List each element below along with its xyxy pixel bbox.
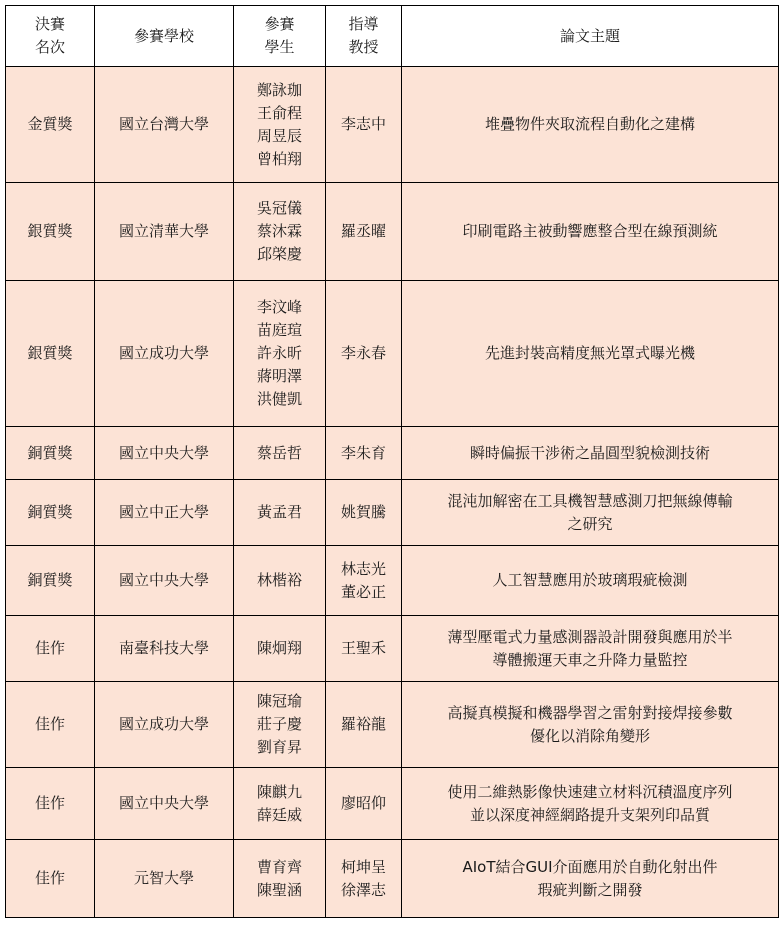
student-name: 王俞程 xyxy=(256,103,302,122)
topic-cell xyxy=(402,682,779,768)
school-cell: 國立中央大學 xyxy=(95,546,234,616)
topic-line: 瞬時偏振干涉術之晶圓型貌檢測技術 xyxy=(469,443,710,462)
advisor-name: 李志中 xyxy=(340,115,386,133)
table-row xyxy=(6,480,779,546)
students-cell xyxy=(234,616,326,682)
table-row xyxy=(6,67,779,183)
student-name: 曹育齊 xyxy=(256,857,302,876)
topic-cell xyxy=(402,427,779,480)
topic-line: 並以深度神經網路提升支架列印品質 xyxy=(469,805,710,824)
advisor-name: 李永春 xyxy=(340,344,386,362)
rank-cell: 佳作 xyxy=(6,840,95,918)
school-cell: 國立台灣大學 xyxy=(95,67,234,183)
topic-line: 瑕疵判斷之開發 xyxy=(537,880,643,899)
topic-line: 混沌加解密在工具機智慧感測刀把無線傳輸 xyxy=(447,491,733,510)
topic-cell xyxy=(402,616,779,682)
header-school: 參賽學校 xyxy=(95,6,234,67)
table-row xyxy=(6,546,779,616)
student-name: 陳冠瑜 xyxy=(256,692,302,710)
rank-cell: 佳作 xyxy=(6,682,95,768)
topic-line: 先進封裝高精度無光罩式曝光機 xyxy=(484,344,695,362)
student-name: 許永昕 xyxy=(256,344,302,362)
student-name: 李汶峰 xyxy=(256,298,302,316)
table-row xyxy=(6,183,779,281)
school-cell: 元智大學 xyxy=(95,840,234,918)
advisor-cell xyxy=(326,281,402,427)
rank-cell: 銅質獎 xyxy=(6,427,95,480)
rank-cell: 銅質獎 xyxy=(6,546,95,616)
topic-line: 堆疊物件夾取流程自動化之建構 xyxy=(484,115,695,133)
advisor-name: 董必正 xyxy=(340,582,386,601)
table-row xyxy=(6,281,779,427)
student-name: 洪健凱 xyxy=(256,390,302,408)
advisor-name: 林志光 xyxy=(340,559,386,578)
advisor-cell xyxy=(326,616,402,682)
school-cell: 國立中央大學 xyxy=(95,427,234,480)
students-cell xyxy=(234,546,326,616)
student-name: 黃孟君 xyxy=(256,503,302,521)
student-name: 蔡沐霖 xyxy=(256,222,302,240)
students-cell xyxy=(234,682,326,768)
advisor-name: 李朱育 xyxy=(340,443,386,462)
advisor-name: 姚賀騰 xyxy=(340,503,386,521)
topic-line: 使用二維熱影像快速建立材料沉積溫度序列 xyxy=(447,782,733,801)
header-students: 參賽 學生 xyxy=(234,6,326,67)
topic-cell xyxy=(402,768,779,840)
student-name: 陳麒九 xyxy=(256,782,302,801)
topic-line: 優化以消除角變形 xyxy=(529,726,650,745)
table-row xyxy=(6,840,779,918)
rank-cell: 銀質獎 xyxy=(6,183,95,281)
advisor-name: 羅丞曜 xyxy=(340,222,386,240)
table-row xyxy=(6,427,779,480)
advisor-cell xyxy=(326,546,402,616)
topic-cell xyxy=(402,67,779,183)
rank-cell: 佳作 xyxy=(6,616,95,682)
student-name: 劉育昇 xyxy=(256,738,302,756)
school-cell: 國立清華大學 xyxy=(95,183,234,281)
table-row xyxy=(6,616,779,682)
student-name: 蔣明澤 xyxy=(256,367,302,385)
advisor-name: 羅裕龍 xyxy=(340,715,386,733)
awards-table xyxy=(5,5,779,918)
student-name: 林楷裕 xyxy=(256,571,302,589)
advisor-name: 王聖禾 xyxy=(340,639,386,657)
advisor-cell xyxy=(326,682,402,768)
header-topic: 論文主題 xyxy=(402,6,779,67)
topic-cell xyxy=(402,281,779,427)
topic-line: 高擬真模擬和機器學習之雷射對接焊接參數 xyxy=(447,703,733,722)
rank-cell: 佳作 xyxy=(6,768,95,840)
topic-cell xyxy=(402,840,779,918)
students-cell xyxy=(234,281,326,427)
student-name: 周昱辰 xyxy=(256,126,302,145)
student-name: 薛廷威 xyxy=(256,805,302,824)
student-name: 陳炯翔 xyxy=(256,639,302,657)
advisor-name: 廖昭仰 xyxy=(340,794,386,812)
school-cell: 國立成功大學 xyxy=(95,281,234,427)
header-advisor: 指導 教授 xyxy=(326,6,402,67)
rank-cell: 銀質獎 xyxy=(6,281,95,427)
students-cell xyxy=(234,480,326,546)
advisor-cell xyxy=(326,480,402,546)
topic-line: AIoT結合GUI介面應用於自動化射出件 xyxy=(462,857,718,876)
topic-line: 導體搬運天車之升降力量監控 xyxy=(492,650,688,669)
students-cell xyxy=(234,840,326,918)
student-name: 鄭詠珈 xyxy=(256,80,302,99)
advisor-cell xyxy=(326,427,402,480)
topic-cell xyxy=(402,183,779,281)
topic-cell xyxy=(402,546,779,616)
topic-line: 薄型壓電式力量感測器設計開發與應用於半 xyxy=(447,627,733,646)
topic-cell xyxy=(402,480,779,546)
school-cell: 國立中正大學 xyxy=(95,480,234,546)
school-cell: 國立中央大學 xyxy=(95,768,234,840)
advisor-cell xyxy=(326,840,402,918)
advisor-cell xyxy=(326,67,402,183)
advisor-name: 柯坤呈 xyxy=(340,857,386,876)
student-name: 苗庭瑄 xyxy=(256,321,302,339)
advisor-name: 徐澤志 xyxy=(340,880,386,899)
students-cell xyxy=(234,427,326,480)
rank-cell: 銅質獎 xyxy=(6,480,95,546)
topic-line: 之研究 xyxy=(567,514,613,533)
advisor-cell xyxy=(326,768,402,840)
students-cell xyxy=(234,768,326,840)
students-cell xyxy=(234,67,326,183)
topic-line: 印刷電路主被動響應整合型在線預測統 xyxy=(462,222,718,240)
header-row xyxy=(6,6,779,67)
table-row xyxy=(6,682,779,768)
rank-cell: 金質獎 xyxy=(6,67,95,183)
table-row xyxy=(6,768,779,840)
student-name: 莊子慶 xyxy=(256,715,302,733)
students-cell xyxy=(234,183,326,281)
header-rank: 決賽 名次 xyxy=(6,6,95,67)
school-cell: 國立成功大學 xyxy=(95,682,234,768)
school-cell: 南臺科技大學 xyxy=(95,616,234,682)
topic-line: 人工智慧應用於玻璃瑕疵檢測 xyxy=(492,571,688,589)
student-name: 曾柏翔 xyxy=(256,149,302,168)
student-name: 邱棨慶 xyxy=(256,245,302,263)
advisor-cell xyxy=(326,183,402,281)
student-name: 蔡岳哲 xyxy=(256,443,302,462)
student-name: 陳聖涵 xyxy=(256,880,302,899)
student-name: 吳冠儀 xyxy=(256,199,302,217)
